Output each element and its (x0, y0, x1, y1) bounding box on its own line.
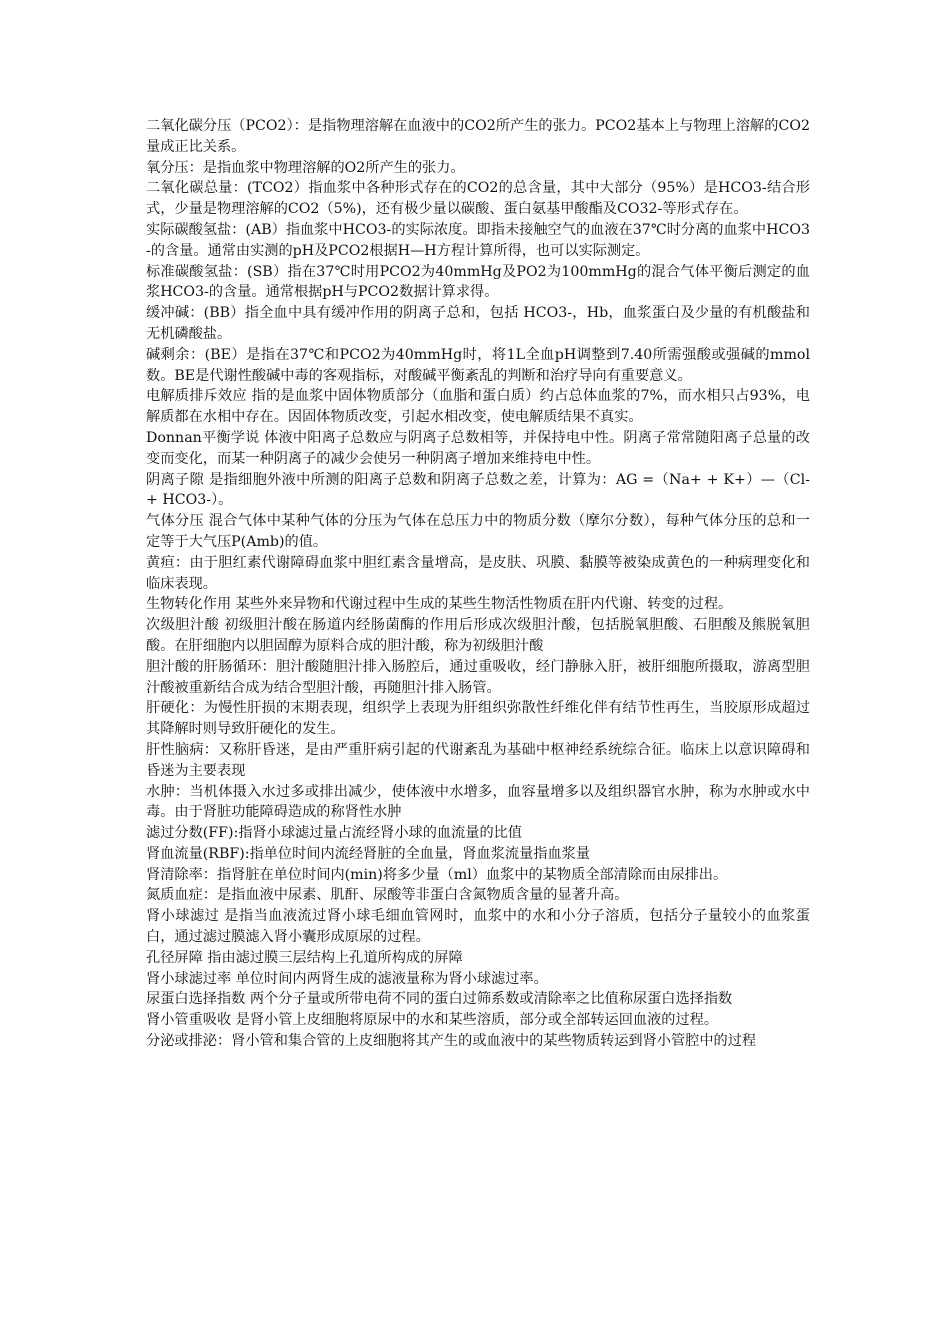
definition-edema: 水肿：当机体摄入水过多或排出减少，使体液中水增多，血容量增多以及组织器官水肿，称为水肿或水中毒。由于肾脏功能障碍造成的称肾性水肿 (146, 783, 810, 821)
definition-electrolyte-exclusion: 电解质排斥效应 指的是血浆中固体物质部分（血脂和蛋白质）约占总体血浆的7%，而水相只占93%，电解质都在水相中存在。因固体物质改变，引起水相改变，使电解质结果不真实。 (146, 388, 810, 426)
definition-po2: 氧分压：是指血浆中物理溶解的O2所产生的张力。 (146, 159, 465, 176)
definition-rbf: 肾血流量(RBF):指单位时间内流经肾脏的全血量，肾血浆流量指血浆量 (146, 845, 591, 862)
definition-biotransformation: 生物转化作用 某些外来异物和代谢过程中生成的某些生物活性物质在肝内代谢、转变的过程。 (146, 596, 733, 613)
definition-cirrhosis: 肝硬化：为慢性肝损的末期表现，组织学上表现为肝组织弥散性纤维化伴有结节性再生，当胶原形成超过其降解时则导致肝硬化的发生。 (146, 700, 810, 738)
definition-pco2: 二氧化碳分压（PCO2）：是指物理溶解在血液中的CO2所产生的张力。PCO2基本上与物理上溶解的CO2量成正比关系。 (146, 118, 810, 155)
definition-enterohepatic-circulation: 胆汁酸的肝肠循环：胆汁酸随胆汁排入肠腔后，通过重吸收，经门静脉入肝，被肝细胞所摄取，游离型胆汁酸被重新结合成为结合型胆汁酸，再随胆汁排入肠管。 (146, 658, 810, 696)
definition-partial-pressure: 气体分压 混合气体中某种气体的分压为气体在总压力中的物质分数（摩尔分数），每种气体分压的总和一定等于大气压P(Amb)的值。 (146, 513, 810, 550)
definition-azotemia: 氮质血症：是指血液中尿素、肌酐、尿酸等非蛋白含氮物质含量的显著升高。 (146, 887, 629, 904)
definition-donnan: Donnan平衡学说 体液中阳离子总数应与阴离子总数相等，并保持电中性。阴离子常常随阳离子总量的改变而变化，而某一种阴离子的减少会使另一种阴离子增加来维持电中性。 (146, 429, 810, 467)
definition-hepatic-encephalopathy: 肝性脑病：又称肝昏迷，是由严重肝病引起的代谢紊乱为基础中枢神经系统综合征。临床上以意识障碍和昏迷为主要表现 (146, 741, 810, 779)
definition-tubular-reabsorption: 肾小管重吸收 是肾小管上皮细胞将原尿中的水和某些溶质，部分或全部转运回血液的过程。 (146, 1012, 719, 1029)
definition-ff: 滤过分数(FF):指肾小球滤过量占流经肾小球的血流量的比值 (146, 825, 523, 842)
definition-secretion: 分泌或排泌：肾小管和集合管的上皮细胞将其产生的或血液中的某些物质转运到肾小管腔中的过程 (146, 1033, 757, 1050)
definition-secondary-bile-acid: 次级胆汁酸 初级胆汁酸在肠道内经肠菌酶的作用后形成次级胆汁酸，包括脱氧胆酸、石胆酸及熊脱氧胆酸。在肝细胞内以胆固醇为原料合成的胆汁酸，称为初级胆汁酸 (146, 617, 810, 654)
definition-glomerular-filtration: 肾小球滤过 是指当血液流过肾小球毛细血管网时，血浆中的水和小分子溶质，包括分子量较小的血浆蛋白，通过滤过膜滤入肾小囊形成原尿的过程。 (146, 908, 810, 946)
definition-jaundice: 黄疸：由于胆红素代谢障碍血浆中胆红素含量增高，是皮肤、巩膜、黏膜等被染成黄色的一种病理变化和临床表现。 (146, 554, 810, 592)
definition-pore-barrier: 孔径屏障 指由滤过膜三层结构上孔道所构成的屏障 (146, 949, 463, 966)
definition-ab: 实际碳酸氢盐：(AB）指血浆中HCO3-的实际浓度。即指未接触空气的血液在37℃时分离的血浆中HCO3-的含量。通常由实测的pH及PCO2根据H—H方程计算所得，也可以实际测定。 (146, 221, 810, 259)
document-body (146, 116, 810, 1052)
definition-gfr: 肾小球滤过率 单位时间内两肾生成的滤液量称为肾小球滤过率。 (146, 970, 548, 987)
definition-tco2: 二氧化碳总量：(TCO2）指血浆中各种形式存在的CO2的总含量，其中大部分（95%）是HCO3-结合形式，少量是物理溶解的CO2（5%)，还有极少量以碳酸、蛋白氨基甲酸酯及CO32-等形式存在。 (146, 180, 810, 218)
definition-sb: 标准碳酸氢盐：(SB）指在37℃时用PCO2为40mmHg及PO2为100mmHg的混合气体平衡后测定的血浆HCO3-的含量。通常根据pH与PCO2数据计算求得。 (146, 263, 810, 301)
definition-bb: 缓冲碱：(BB）指全血中具有缓冲作用的阴离子总和，包括 HCO3-，Hb，血浆蛋白及少量的有机酸盐和无机磷酸盐。 (146, 305, 810, 342)
definition-be: 碱剩余：(BE）是指在37℃和PCO2为40mmHg时，将1L全血pH调整到7.40所需强酸或强碱的mmol数。BE是代谢性酸碱中毒的客观指标，对酸碱平衡紊乱的判断和治疗导向有重要意义。 (146, 346, 810, 384)
definition-proteinuria-selectivity: 尿蛋白选择指数 两个分子量或所带电荷不同的蛋白过筛系数或清除率之比值称尿蛋白选择指数 (146, 991, 733, 1008)
definition-anion-gap: 阴离子隙 是指细胞外液中所测的阳离子总数和阴离子总数之差，计算为：AG =（Na+ + K+）—（Cl- + HCO3-）。 (146, 471, 810, 509)
definition-renal-clearance: 肾清除率：指肾脏在单位时间内(min)将多少量（ml）血浆中的某物质全部清除而由尿排出。 (146, 866, 728, 883)
